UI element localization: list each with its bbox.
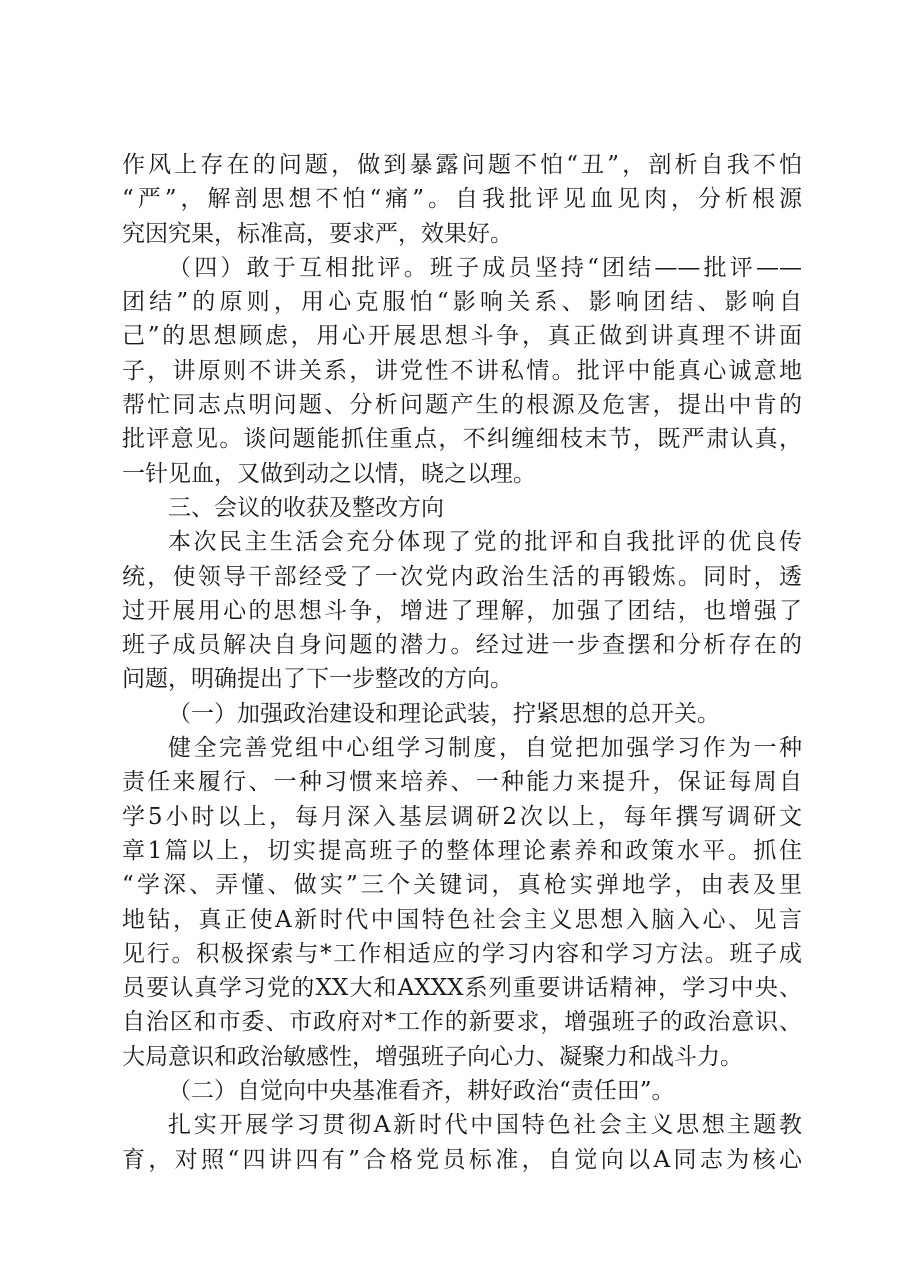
text-line: 己”的思想顾虑，用心开展思想斗争，真正做到讲真理不讲面 [122, 323, 802, 350]
text-line: （二）自觉向中央基准看齐，耕好政治“责任田”。 [168, 1078, 675, 1105]
text-line: 作风上存在的问题，做到暴露问题不怕“丑”，剖析自我不怕 [122, 152, 802, 178]
text-line: 统，使领导干部经受了一次党内政治生活的再锻炼。同时，透 [122, 563, 802, 590]
text-line: 班子成员解决自身问题的潜力。经过进一步查摆和分析存在的 [122, 632, 802, 659]
text-line: 地钻，真正使A新时代中国特色社会主义思想入脑入心、见言 [122, 906, 802, 933]
text-line: 扎实开展学习贯彻A新时代中国特色社会主义思想主题教 [168, 1112, 802, 1139]
text-line: 问题，明确提出了下一步整改的方向。 [122, 666, 513, 693]
text-line: （四）敢于互相批评。班子成员坚持“团结——批评—— [168, 254, 802, 281]
text-line: 责任来履行、一种习惯来培养、一种能力来提升，保证每周自 [122, 769, 802, 796]
text-line: 本次民主生活会充分体现了党的批评和自我批评的优良传 [168, 529, 802, 556]
text-line: “学深、弄懂、做实”三个关键词，真枪实弹地学，由表及里 [122, 872, 802, 899]
text-line: 过开展用心的思想斗争，增进了理解，加强了团结，也增强了 [122, 597, 802, 624]
text-line: 批评意见。谈问题能抓住重点，不纠缠细枝末节，既严肃认真， [122, 426, 802, 453]
text-line: 自治区和市委、市政府对*工作的新要求，增强班子的政治意识、 [122, 1009, 802, 1036]
text-line: 学5小时以上，每月深入基层调研2次以上，每年撰写调研文 [122, 803, 802, 830]
text-line: 帮忙同志点明问题、分析问题产生的根源及危害，提出中肯的 [122, 392, 802, 419]
text-line: （一）加强政治建设和理论武装，拧紧思想的总开关。 [168, 700, 720, 727]
text-line: 见行。积极探索与*工作相适应的学习内容和学习方法。班子成 [122, 940, 802, 967]
text-line: 大局意识和政治敏感性，增强班子向心力、凝聚力和战斗力。 [122, 1043, 743, 1070]
text-line: 章1篇以上，切实提高班子的整体理论素养和政策水平。抓住 [122, 837, 802, 864]
text-line: 子，讲原则不讲关系，讲党性不讲私情。批评中能真心诚意地 [122, 357, 802, 384]
text-line: 员要认真学习党的XX大和AXXX系列重要讲话精神，学习中央、 [122, 975, 802, 1002]
text-line: 究因究果，标准高，要求严，效果好。 [122, 220, 513, 247]
text-line: 三、会议的收获及整改方向 [168, 494, 444, 521]
text-line: 健全完善党组中心组学习制度，自觉把加强学习作为一种 [168, 735, 802, 762]
document-body-text [122, 148, 802, 1177]
text-line: 一针见血，又做到动之以情，晓之以理。 [122, 460, 536, 487]
text-line: 育，对照“四讲四有”合格党员标准，自觉向以A同志为核心 [122, 1146, 802, 1173]
text-line: “严”，解剖思想不怕“痛”。自我批评见血见肉，分析根源 [122, 186, 802, 213]
text-line: 团结”的原则，用心克服怕“影响关系、影响团结、影响自 [122, 289, 802, 316]
